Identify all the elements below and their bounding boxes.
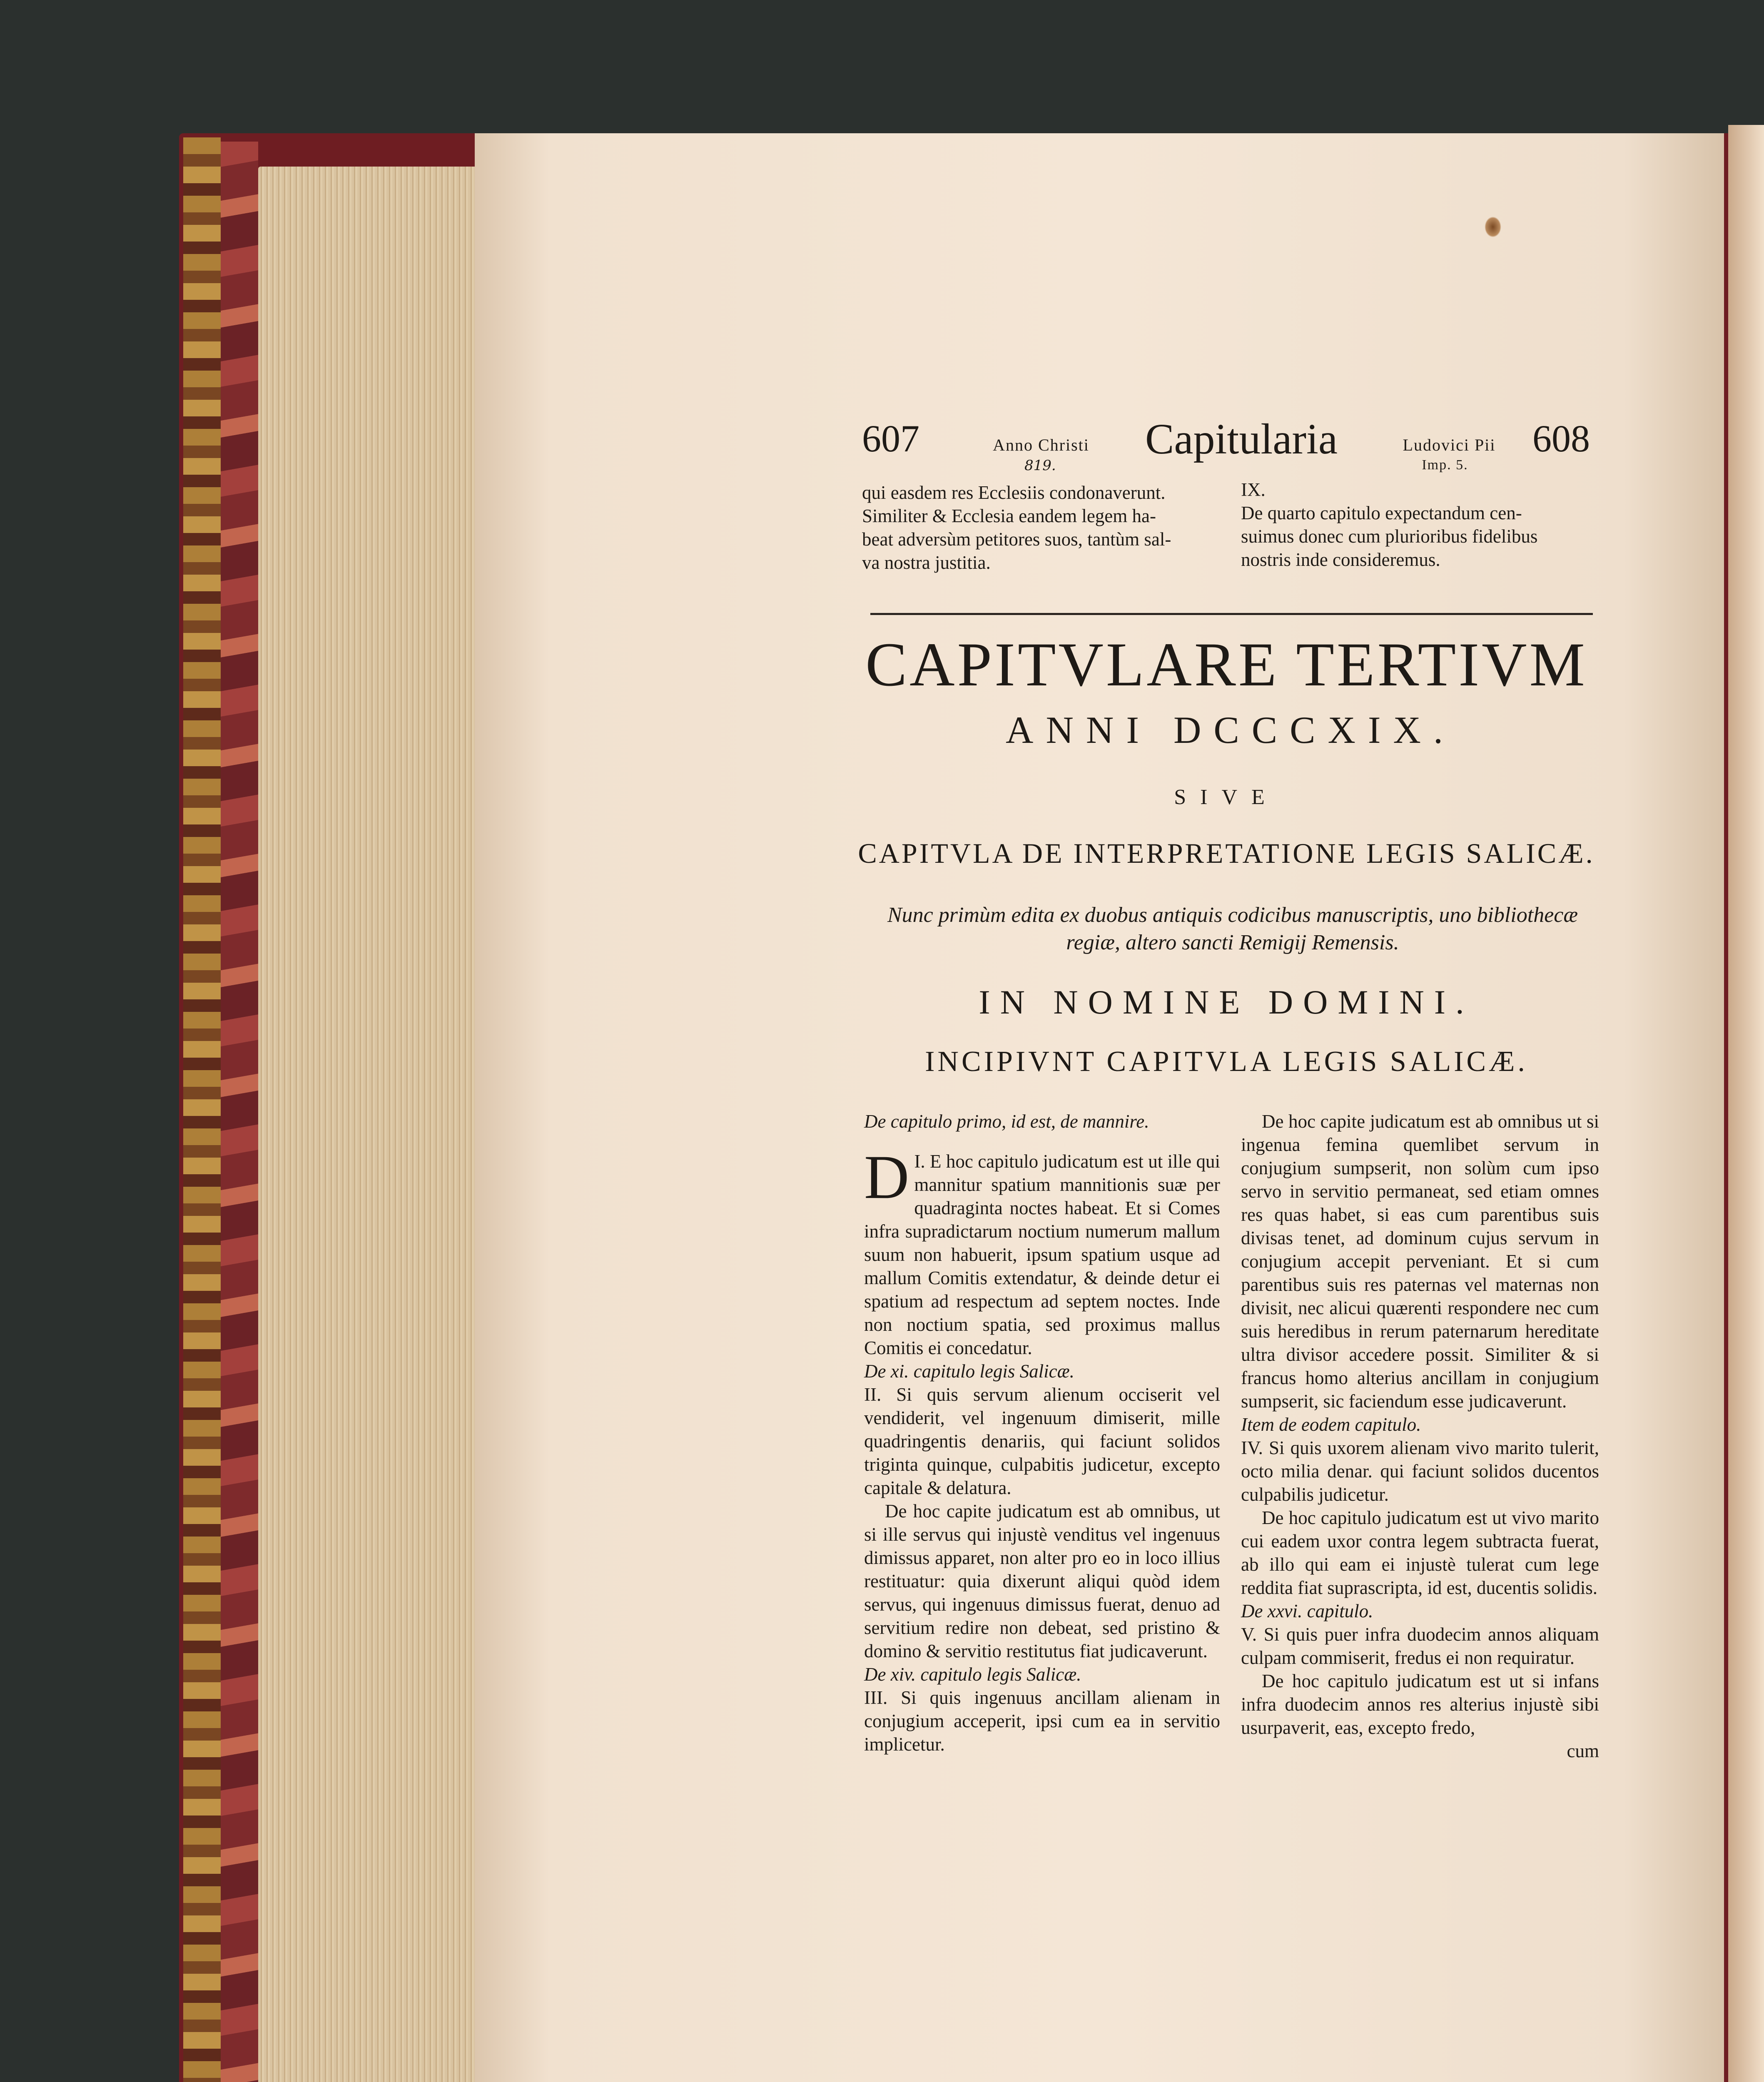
running-title: Capitularia <box>1145 415 1338 463</box>
paragraph-number: I. <box>914 1151 925 1172</box>
imp-label: Imp. 5. <box>1422 457 1468 473</box>
text-line: beat adversùm petitores suos, tantùm sal- <box>862 529 1171 550</box>
main-title: CAPITVLARE TERTIVM <box>865 630 1587 699</box>
text-line: nostris inde consideremus. <box>1241 549 1440 570</box>
horizontal-rule <box>870 613 1593 615</box>
drop-capital: D <box>864 1143 909 1212</box>
top-right-column <box>1241 478 1603 571</box>
anno-christi-label: Anno Christi <box>993 436 1089 454</box>
text-line: suimus donec cum plurioribus fidelibus <box>1241 526 1538 547</box>
title-year: ANNI DCCCXIX. <box>1006 709 1455 751</box>
left-column <box>864 1110 1220 1756</box>
paragraph: IV. Si quis uxorem alienam vivo marito tulerit, octo milia denar. qui faciunt solidos ducentos culpabilis judicetur. <box>1241 1437 1599 1505</box>
page-number-right: 608 <box>1532 417 1590 460</box>
paragraph: De hoc capite judicatum est ab omnibus ut si ingenua femina quemlibet servum in conjugium sumpserit, non solùm cum ipso servo in servitio permaneat, sed etiam omnes res quas habet, si eas cum parentibus suis divisas tenet, ad dominum cujus servum in conjugium accepit perveniant. Et si cum parentibus suis res paternas vel maternas non divisit, nec alicui quærenti respondere nec cum suis heredibus in rerum paternarum hereditate ultra divisor accedere possit. Similiter & si francus homo alterius ancillam in conjugium sumpserit, sic faciendum esse judicaverunt. <box>1241 1111 1599 1412</box>
section-heading: IX. <box>1241 479 1266 500</box>
title-subject: CAPITVLA DE INTERPRETATIONE LEGIS SALICÆ. <box>858 837 1595 869</box>
text-line: qui easdem res Ecclesiis condonaverunt. <box>862 482 1166 503</box>
paragraph: III. Si quis ingenuus ancillam alienam in conjugium acceperit, ipsi cum ea in servitio implicetur. <box>864 1687 1220 1755</box>
paper-stain <box>1485 217 1501 237</box>
subheading: De capitulo primo, id est, de mannire. <box>864 1111 1149 1132</box>
right-column <box>1241 1110 1599 1763</box>
subheading: De xxvi. capitulo. <box>1241 1601 1373 1621</box>
text-line: va nostra justitia. <box>862 552 991 573</box>
subheading: De xiv. capitulo legis Salicæ. <box>864 1664 1081 1685</box>
paragraph: De hoc capitulo judicatum est ut vivo marito cui eadem uxor contra legem subtracta fuerat, ab illo qui eam ei injustè tulerat cum lege reddita fiat suprascripta, id est, ducentis solidis. <box>1241 1507 1599 1598</box>
page-block-edge <box>258 167 475 2082</box>
text-line: Similiter & Ecclesia eandem legem ha- <box>862 506 1156 526</box>
page-number-left: 607 <box>862 417 919 460</box>
catchword: cum <box>1567 1741 1599 1761</box>
paragraph: De hoc capite judicatum est ab omnibus, ut si ille servus qui injustè venditus vel ingenuus dimissus apparet, non alter pro eo in loco illius restituatur: quia dixerunt aliqui quòd idem servus, qui ingenuus dimissus fuerat, denuo ad servitium redire non debeat, sed pristino & domino & servitio restitutus fiat judicaverunt. <box>864 1501 1220 1661</box>
subheading: De xi. capitulo legis Salicæ. <box>864 1361 1074 1382</box>
facing-page-edge <box>1728 125 1764 2082</box>
top-left-column <box>862 481 1220 574</box>
anno-year: 819. <box>1024 457 1056 474</box>
paragraph <box>864 1143 1221 1360</box>
paragraph: V. Si quis puer infra duodecim annos aliquam culpam commiserit, fredus ei non requiratur. <box>1241 1624 1599 1668</box>
marbled-endpaper <box>221 142 258 2082</box>
paragraph: II. Si quis servum alienum occiserit vel vendiderit, vel ingenuum dimiserit, mille quadringentis denariis, qui faciunt solidos triginta quinque, culpabitis judicetur, excepto capitale & delatura. <box>864 1384 1220 1498</box>
paragraph-text: E hoc capitulo judicatum est ut ille qui mannitur spatium mannitionis suæ per quadraginta noctes habeat. Et si Comes infra supradictarum noctium numerum mallum suum non habuerit, ipsum spatium usque ad mallum Comitis extendatur, & deinde detur ei spatium ad respectum ad septem noctes. Inde non noctium spatia, sed proximus mallus Comitis ei concedatur. <box>864 1151 1221 1358</box>
subheading: Item de eodem capitulo. <box>1241 1414 1421 1435</box>
gilt-edge-decoration <box>183 137 221 2082</box>
invocation: IN NOMINE DOMINI. <box>979 983 1474 1021</box>
ludovici-label: Ludovici Pii <box>1403 436 1496 454</box>
title-sive: SIVE <box>1174 785 1279 809</box>
text-line: De quarto capitulo expectandum cen- <box>1241 503 1522 523</box>
paragraph: De hoc capitulo judicatum est ut si infans infra duodecim annos res alterius injustè sibi usurpaverit, eas, excepto fredo, <box>1241 1671 1599 1738</box>
edition-note: Nunc primùm edita ex duobus antiquis codicibus manuscriptis, uno bibliothecæ regiæ, altero sancti Remigij Remensis. <box>887 903 1578 954</box>
incipit-heading: INCIPIVNT CAPITVLA LEGIS SALICÆ. <box>925 1046 1528 1078</box>
